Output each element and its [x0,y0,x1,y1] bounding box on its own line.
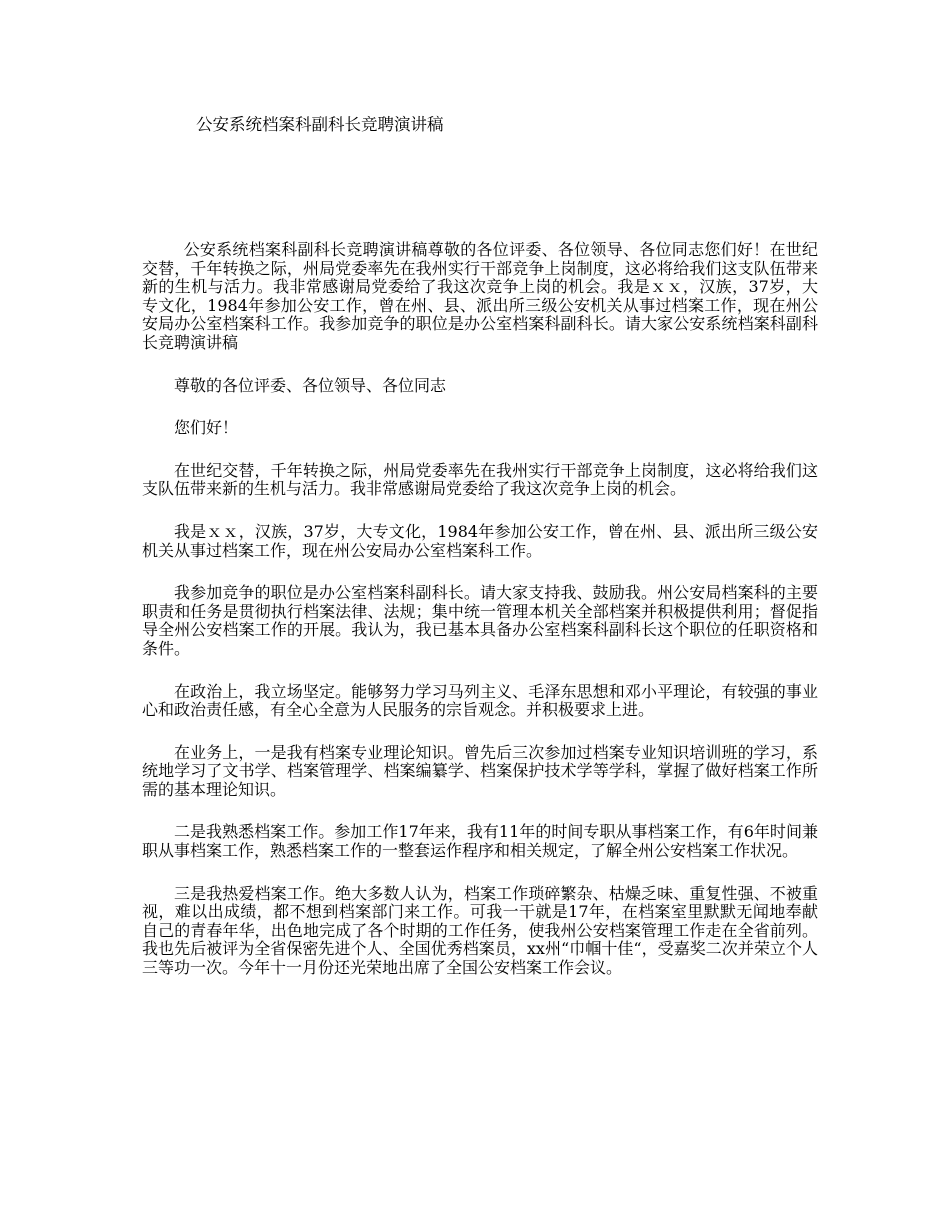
paragraph-salutation: 尊敬的各位评委、各位领导、各位同志 [174,375,447,395]
paragraph-self-intro: 我是ｘｘ，汉族，37岁，大专文化，1984年参加公安工作，曾在州、县、派出所三级公安机关从事过档案工作，现在州公安局办公室档案科工作。 [142,521,818,560]
paragraph-intro: 公安系统档案科副科长竞聘演讲稿尊敬的各位评委、各位领导、各位同志您们好！在世纪交替，千年转换之际，州局党委率先在我州实行干部竞争上岗制度，这必将给我们这支队伍带来新的生机与活力。我非常感谢局党委给了我这次竞争上岗的机会。我是ｘｘ，汉族，37岁，大专文化，1984年参加公安工作，曾在州、县、派出所三级公安机关从事过档案工作，现在州公安局办公室档案科工作。我参加竞争的职位是办公室档案科副科长。请大家公安系统档案科副科长竞聘演讲稿 [142,240,818,352]
paragraph-greeting: 您们好！ [174,418,239,438]
paragraph-business-knowledge: 在业务上，一是我有档案专业理论知识。曾先后三次参加过档案专业知识培训班的学习，系统地学习了文书学、档案管理学、档案编纂学、档案保护技术学等学科，掌握了做好档案工作所需的基本理论知识。 [142,742,818,799]
paragraph-opening: 在世纪交替，千年转换之际，州局党委率先在我州实行干部竞争上岗制度，这必将给我们这支队伍带来新的生机与活力。我非常感谢局党委给了我这次竞争上岗的机会。 [142,460,818,499]
paragraph-business-familiarity: 二是我熟悉档案工作。参加工作17年来，我有11年的时间专职从事档案工作，有6年时间兼职从事档案工作，熟悉档案工作的一整套运作程序和相关规定，了解全州公安档案工作状况。 [142,822,818,861]
document-title: 公安系统档案科副科长竞聘演讲稿 [196,115,444,134]
document-body [142,241,818,1002]
paragraph-business-passion: 三是我热爱档案工作。绝大多数人认为，档案工作琐碎繁杂、枯燥乏味、重复性强、不被重视，难以出成绩，都不想到档案部门来工作。可我一干就是17年，在档案室里默默无闻地奉献自己的青春年华，出色地完成了各个时期的工作任务，使我州公安档案管理工作走在全省前列。我也先后被评为全省保密先进个人、全国优秀档案员，xx州“巾帼十佳“，受嘉奖二次并荣立个人三等功一次。今年十一月份还光荣地出席了全国公安档案工作会议。 [142,883,818,978]
paragraph-position: 我参加竞争的职位是办公室档案科副科长。请大家支持我、鼓励我。州公安局档案科的主要职责和任务是贯彻执行档案法律、法规；集中统一管理本机关全部档案并积极提供利用；督促指导全州公安档案工作的开展。我认为，我已基本具备办公室档案科副科长这个职位的任职资格和条件。 [142,583,818,658]
paragraph-politics: 在政治上，我立场坚定。能够努力学习马列主义、毛泽东思想和邓小平理论，有较强的事业心和政治责任感，有全心全意为人民服务的宗旨观念。并积极要求上进。 [142,681,818,720]
